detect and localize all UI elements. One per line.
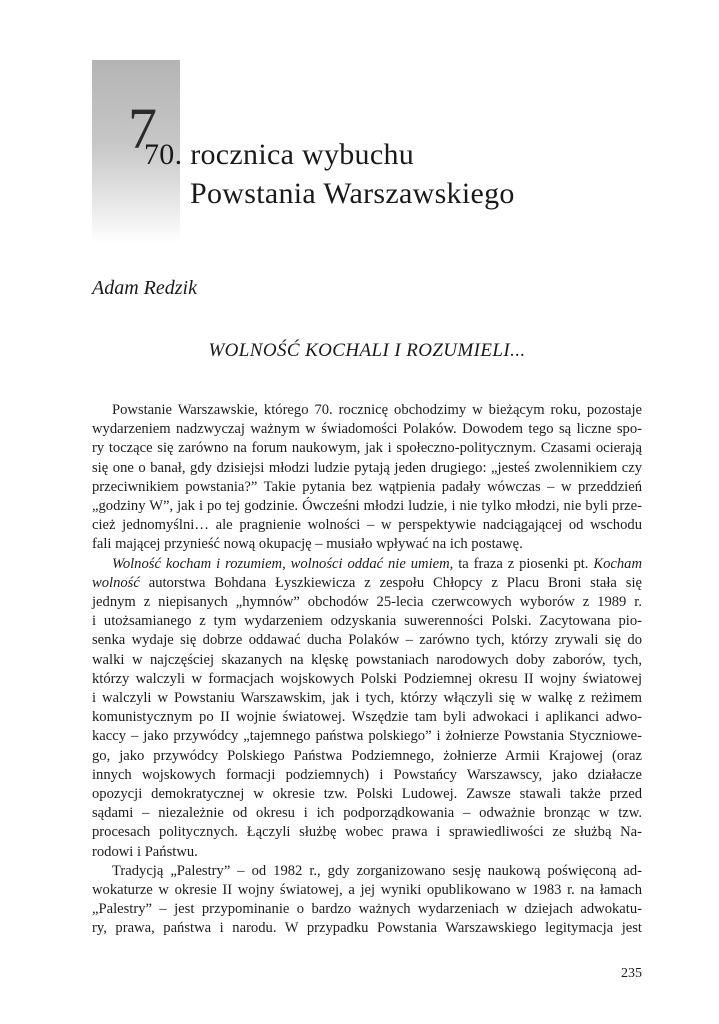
text-line [92,766,642,785]
text-line [92,689,642,708]
text-line [92,843,642,862]
text-run: opozycji demokratycznej w okresie tzw. Polski Ludowej. Zawsze stawali także przed [92,786,642,803]
text-line [92,555,642,574]
chapter-title-line-1: 70. rocznica wybuchu [144,138,415,171]
text-line [92,401,642,420]
text-run: wokaturze w okresie II wojny światowej, a jej wyniki opublikowano w 1983 r. na łamach [92,882,642,899]
text-line [92,651,642,670]
body-paragraph [92,862,642,939]
text-line [92,497,642,516]
text-line [92,727,642,746]
text-run: wydarzeniem nadzwyczaj ważnym w świadomości Polaków. Dowodem tego są liczne spo- [92,421,642,438]
text-run: jednym z niepisanych „hymnów” obchodów 25-lecia czerwcowych wyborów z 1989 r. [92,594,642,611]
text-run: ry, prawa, państwa i narodu. W przypadku Powstania Warszawskiego legitymacja jest [92,920,642,937]
text-line [92,919,642,938]
text-line [92,747,642,766]
text-run: autorstwa Bohdana Łyszkiewicza z zespołu Chłopcy z Placu Broni stała się [139,574,642,591]
text-line [92,804,642,823]
page-number: 235 [621,966,642,981]
text-line [92,862,642,881]
italic-text-run: Wolność kocham i rozumiem, wolności oddać nie umiem [112,555,450,572]
body-text [92,401,642,939]
text-line [92,823,642,842]
section-heading: WOLNOŚĆ KOCHALI I ROZUMIELI... [208,340,526,361]
text-run: cież jednomyślni… ale pragnienie wolności – w perspektywie nadciągającej od wschodu [92,517,642,534]
text-line [92,459,642,478]
italic-text-run: Kocham [593,555,643,572]
text-run: senka wydaje się dobrze oddawać ducha Polaków – zarówno tych, którzy zrywali się do [92,632,642,649]
text-line [92,593,642,612]
chapter-title [144,135,664,213]
text-run: fali mającej przynieść nową okupację – musiało wpływać na ich postawę. [92,536,523,553]
body-paragraph [92,401,642,555]
text-line [92,708,642,727]
text-line [92,881,642,900]
text-line [92,612,642,631]
text-run: go, jako przywódcy Polskiego Państwa Podziemnego, żołnierze Armii Krajowej (oraz [92,747,642,764]
text-run: sądami – niezależnie od okresu i ich podporządkowania – odważnie bronząc w tzw. [92,805,642,822]
text-line [92,631,642,650]
author-name: Adam Redzik [92,277,197,299]
text-line [92,516,642,535]
text-line [92,420,642,439]
text-run: się one o banał, gdy dzisiejsi młodzi ludzie pytają jeden drugiego: „jesteś zwolennikiem czy [92,459,642,476]
text-run: „godziny W”, jak i po tej godzinie. Ówcześni młodzi ludzie, i nie tylko młodzi, nie byli prze- [92,498,642,515]
text-run: którzy walczyli w formacjach wojskowych Polski Podziemnej okresu II wojny światowej [92,670,642,687]
text-line [92,785,642,804]
text-run: i utożsamianego z tym wydarzeniem odzyskania suwerenności Polski. Zacytowana pio- [92,613,642,630]
text-run: Tradycją „Palestry” – od 1982 r., gdy zorganizowano sesję naukową poświęconą ad- [112,862,642,879]
text-line [92,574,642,593]
text-line [92,478,642,497]
text-run: walki w najczęściej skazanych na klęskę powstaniach narodowych doby zaborów, tych, [92,651,642,668]
text-run: kaccy – jako przywódcy „tajemnego państwa polskiego” i żołnierze Powstania Styczniowe- [92,728,642,745]
text-run: ry toczące się zarówno na forum naukowym, jak i społeczno-politycznym. Czasami ocierają [92,440,642,457]
text-run: przeciwnikiem powstania?” Takie pytania bez wątpienia padały wówczas – w przeddzień [92,478,642,495]
text-line [92,900,642,919]
chapter-number: 7 [128,96,157,161]
text-run: i walczyli w Powstaniu Warszawskim, jak i tych, którzy włączyli się w walkę z reżimem [92,690,642,707]
text-run: innych wojskowych formacji podziemnych) i Powstańcy Warszawscy, jako działacze [92,766,642,783]
text-run: „Palestry” – jest przypominanie o bardzo ważnych wydarzeniach w dziejach adwokatu- [92,901,642,918]
chapter-title-line-2: Powstania Warszawskiego [190,177,515,210]
text-run: , ta fraza z piosenki pt. [449,555,594,572]
text-run: komunistycznym po II wojnie światowej. Wszędzie tam byli adwokaci i aplikanci adwo- [92,709,642,726]
text-run: rodowi i Państwu. [92,843,198,860]
text-run: Powstanie Warszawskie, którego 70. rocznicę obchodzimy w bieżącym roku, pozostaje [112,402,642,418]
text-line [92,439,642,458]
body-paragraph [92,555,642,862]
italic-text-run: wolność [92,574,140,591]
text-run: procesach politycznych. Łączyli służbę wobec prawa i sprawiedliwości ze służbą Na- [92,824,642,841]
text-line [92,535,642,554]
text-line [92,670,642,689]
